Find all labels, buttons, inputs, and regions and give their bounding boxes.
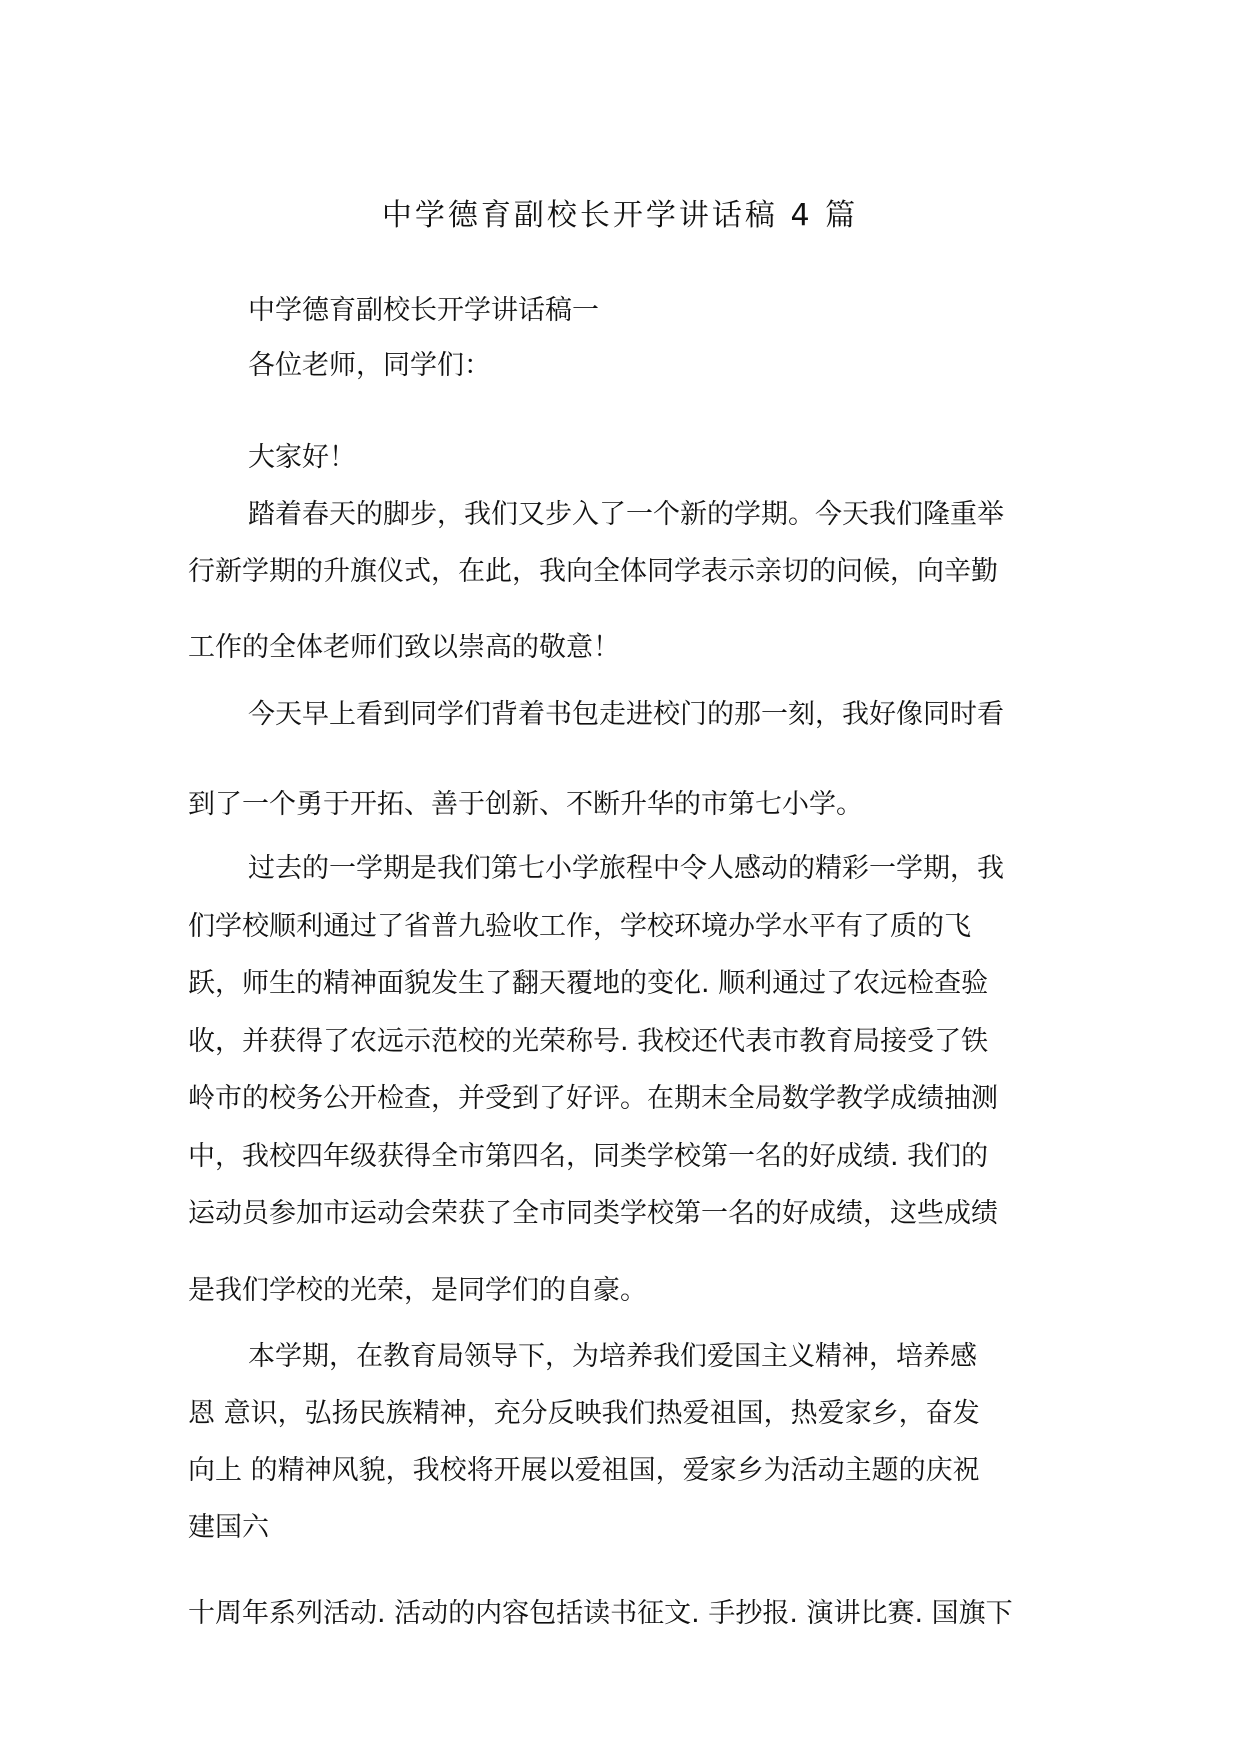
paragraph-line: 工作的全体老师们致以崇高的敬意！ [188,632,620,663]
paragraph-line: 中，我校四年级获得全市第四名，同类学校第一名的好成绩. 我们的 [188,1141,989,1172]
greeting: 大家好！ [248,442,356,473]
document-title: 中学德育副校长开学讲话稿 4 篇 [381,198,859,233]
paragraph-line: 行新学期的升旗仪式，在此，我向全体同学表示亲切的问候，向辛勤 [188,556,998,587]
paragraph-line: 踏着春天的脚步，我们又步入了一个新的学期。今天我们隆重举 [248,499,1004,530]
salutation: 各位老师，同学们： [248,350,491,381]
paragraph-line: 岭市的校务公开检查，并受到了好评。在期末全局数学教学成绩抽测 [188,1083,998,1114]
paragraph-line: 跃，师生的精神面貌发生了翻天覆地的变化. 顺利通过了农远检查验 [188,968,989,999]
paragraph-line: 到了一个勇于开拓、善于创新、不断升华的市第七小学。 [188,789,863,820]
paragraph-line: 恩 意识，弘扬民族精神，充分反映我们热爱祖国，热爱家乡，奋发 [188,1398,980,1429]
section-heading: 中学德育副校长开学讲话稿一 [248,295,599,326]
paragraph-line: 建国六 [188,1512,269,1543]
paragraph-line: 过去的一学期是我们第七小学旅程中令人感动的精彩一学期，我 [248,853,1004,884]
paragraph-line: 是我们学校的光荣，是同学们的自豪。 [188,1275,647,1306]
paragraph-line: 运动员参加市运动会荣获了全市同类学校第一名的好成绩，这些成绩 [188,1198,998,1229]
paragraph-line: 们学校顺利通过了省普九验收工作，学校环境办学水平有了质的飞 [188,911,971,942]
paragraph-line: 十周年系列活动. 活动的内容包括读书征文. 手抄报. 演讲比赛. 国旗下 [188,1598,1013,1629]
paragraph-line: 收，并获得了农远示范校的光荣称号. 我校还代表市教育局接受了铁 [188,1026,989,1057]
paragraph-line: 本学期，在教育局领导下，为培养我们爱国主义精神，培养感 [248,1341,977,1372]
paragraph-line: 向上 的精神风貌，我校将开展以爱祖国，爱家乡为活动主题的庆祝 [188,1455,980,1486]
paragraph-line: 今天早上看到同学们背着书包走进校门的那一刻，我好像同时看 [248,699,1004,730]
